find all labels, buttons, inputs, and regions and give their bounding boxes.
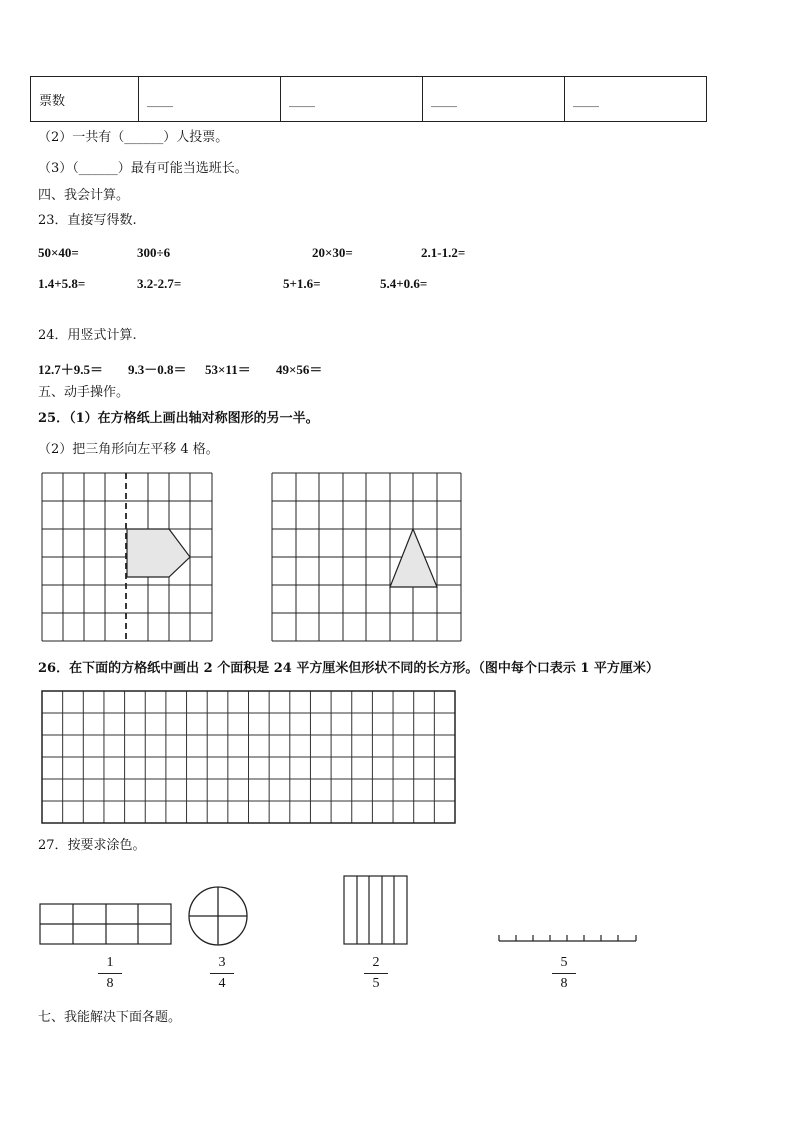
vote-blank-1[interactable]: ____	[147, 93, 173, 108]
fraction-bar	[364, 973, 388, 974]
q24-item-2: 9.3－0.8＝	[128, 362, 187, 377]
section7-heading: 七、我能解决下面各题。	[38, 1010, 182, 1025]
fraction-2-numerator: 3	[218, 955, 226, 970]
section5-heading: 五、动手操作。	[38, 385, 130, 400]
q22-part2: （2）一共有（______）人投票。	[38, 130, 229, 145]
q23-item-6: 3.2-2.7=	[137, 276, 182, 291]
fraction-2-denominator: 4	[218, 976, 226, 991]
q22-part3: （3）（______）最有可能当选班长。	[38, 161, 248, 176]
q24-item-1: 12.7＋9.5＝	[38, 362, 104, 377]
q27-text: 27．按要求涂色。	[38, 838, 146, 853]
triangle-shape	[390, 529, 437, 587]
section4-heading: 四、我会计算。	[38, 188, 130, 203]
fraction-bar	[552, 973, 576, 974]
q23-item-4: 2.1-1.2=	[421, 245, 466, 260]
rectangle-fifths-figure[interactable]	[344, 876, 407, 944]
q23-item-5: 1.4+5.8=	[38, 276, 86, 291]
fraction-4-numerator: 5	[560, 955, 568, 970]
q26-text: 26．在下面的方格纸中画出 2 个面积是 24 平方厘米但形状不同的长方形。（图中每个口表示 1 平方厘米）	[38, 661, 659, 676]
q23-item-3: 20×30=	[312, 245, 353, 260]
vote-blank-3[interactable]: ____	[431, 93, 457, 108]
q24-item-4: 49×56＝	[276, 362, 323, 377]
segment-eighths-figure[interactable]	[498, 932, 638, 944]
fraction-1-denominator: 8	[106, 976, 114, 991]
q23-item-1: 50×40=	[38, 245, 79, 260]
fraction-3-numerator: 2	[372, 955, 380, 970]
translation-grid[interactable]	[272, 473, 461, 641]
fraction-4	[552, 955, 576, 992]
q23-item-7: 5+1.6=	[283, 276, 321, 291]
fraction-bar	[210, 973, 234, 974]
q24-item-3: 53×11＝	[205, 362, 251, 377]
area-grid[interactable]	[42, 691, 455, 823]
vote-table	[30, 76, 707, 122]
q23-item-8: 5.4+0.6=	[380, 276, 428, 291]
fraction-3	[364, 955, 388, 992]
fraction-bar	[98, 973, 122, 974]
fraction-1	[98, 955, 122, 992]
table-row	[31, 77, 707, 122]
q25-part2: （2）把三角形向左平移 4 格。	[38, 442, 219, 457]
fraction-4-denominator: 8	[560, 976, 568, 991]
symmetry-grid[interactable]	[42, 473, 212, 641]
fraction-2	[210, 955, 234, 992]
half-pentagon-shape	[127, 529, 190, 577]
q23-item-2: 300÷6	[137, 245, 171, 260]
vote-row-label: 票数	[31, 77, 139, 122]
q24-title: 24．用竖式计算.	[38, 328, 137, 343]
vote-blank-2[interactable]: ____	[289, 93, 315, 108]
circle-quarters-figure[interactable]	[188, 886, 250, 948]
rectangle-eighths-figure[interactable]	[40, 904, 171, 944]
fraction-3-denominator: 5	[372, 976, 380, 991]
vote-blank-4[interactable]: ____	[573, 93, 599, 108]
q23-title: 23．直接写得数.	[38, 213, 137, 228]
q25-part1: 25．（1）在方格纸上画出轴对称图形的另一半。	[38, 411, 319, 426]
fraction-1-numerator: 1	[106, 955, 114, 970]
